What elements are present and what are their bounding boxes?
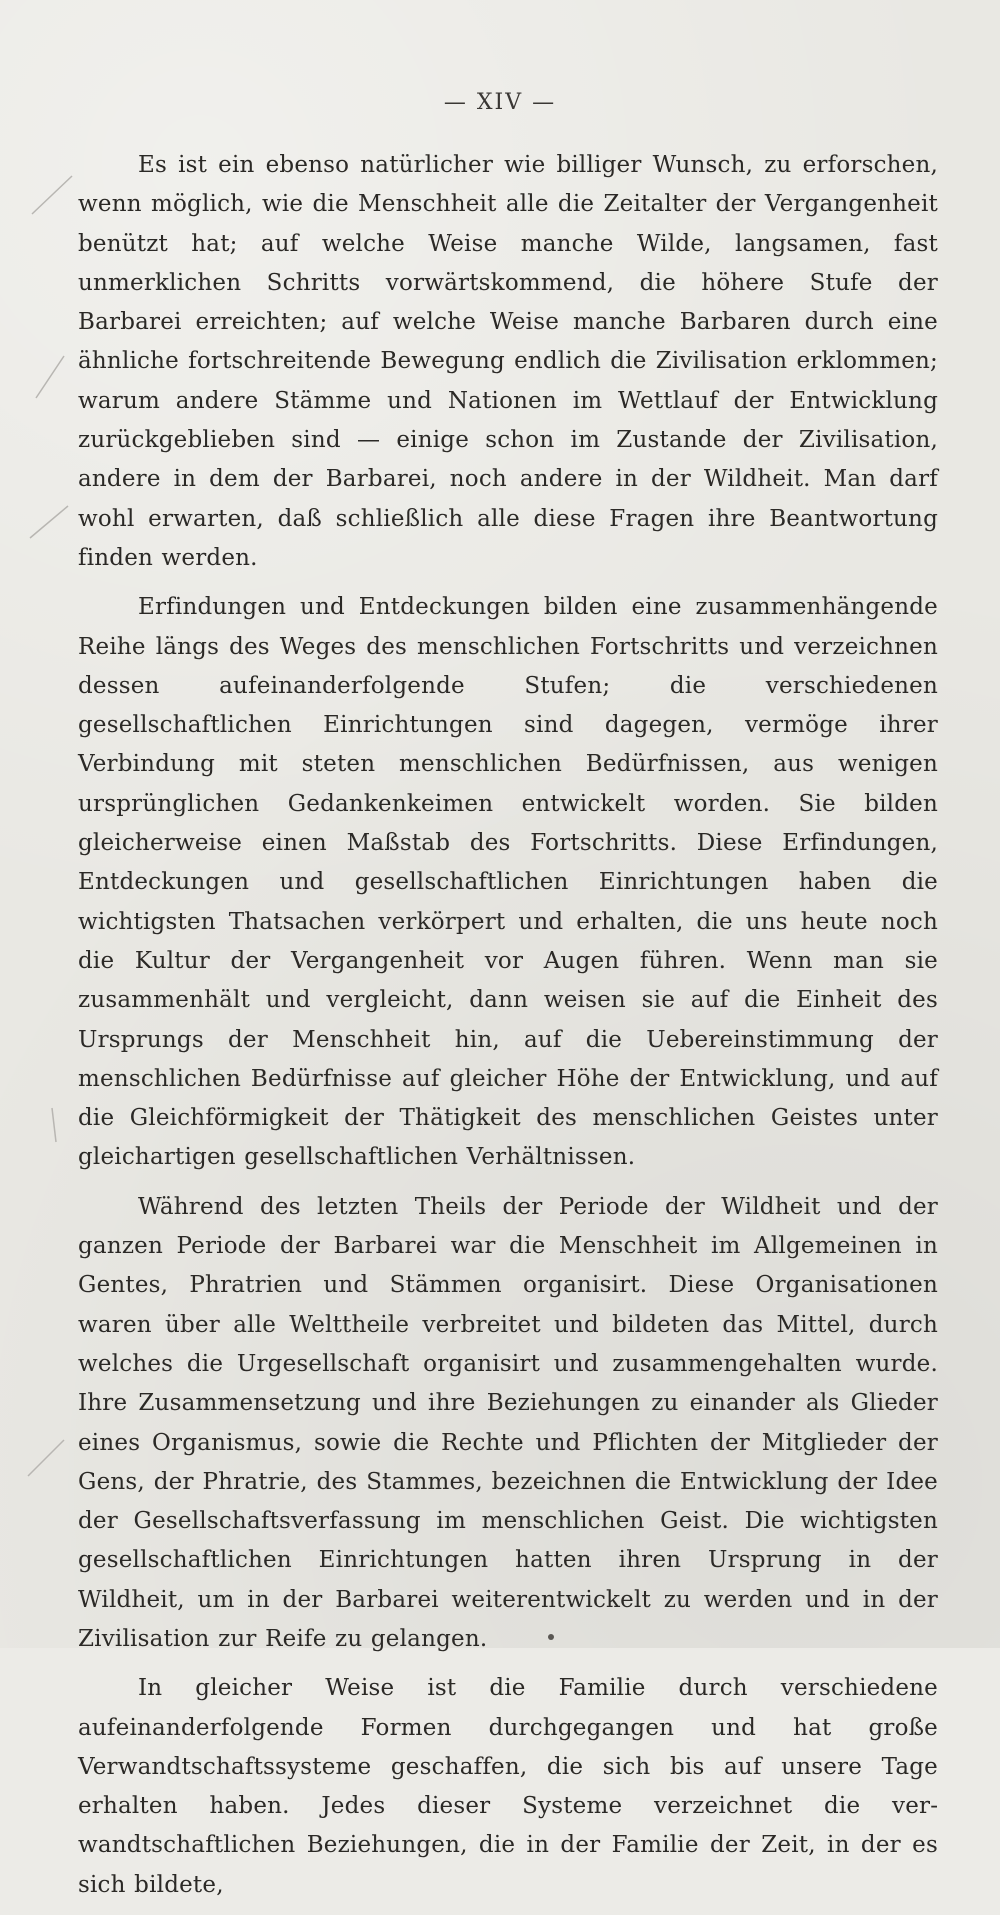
margin-mark-2 <box>36 356 64 398</box>
margin-mark-1 <box>32 176 72 214</box>
margin-mark-4 <box>52 1108 56 1142</box>
bottom-ink-dot <box>548 1634 554 1640</box>
paragraph-2: Erfindungen und Entdeckungen bilden eine zusammenhängende Reihe längs des Weges des menschlichen Fortschritts und verzeichnen dessen aufeinanderfolgende Stufen; die verschiedenen gesellschaftlichen Einrichtungen sind dagegen, vermöge ihrer Verbindung mit steten menschlichen Bedürfnissen, aus wenigen ursprünglichen Gedankenkeimen entwickelt worden. Sie bilden gleicherweise einen Maßstab des Fortschritts. Diese Erfindungen, Entdeckungen und gesellschaftlichen Einrichtungen haben die wichtigsten Thatsachen verkörpert und erhalten, die uns heute noch die Kultur der Vergangenheit vor Augen führen. Wenn man sie zusammenhält und vergleicht, dann weisen sie auf die Einheit des Ursprungs der Menschheit hin, auf die Uebereinstimmung der menschlichen Bedürfnisse auf gleicher Höhe der Entwicklung, und auf die Gleichförmigkeit der Thätigkeit des menschlichen Geistes unter gleichartigen gesellschaftlichen Verhältnissen. <box>78 594 938 1171</box>
body-text <box>78 146 938 1915</box>
margin-mark-3 <box>30 506 68 538</box>
paragraph-3: Während des letzten Theils der Periode der Wildheit und der ganzen Periode der Barbarei war die Menschheit im Allgemeinen in Gentes, Phratrien und Stämmen organisirt. Diese Organisationen waren über alle Welttheile verbreitet und bildeten das Mittel, durch welches die Urgesellschaft organisirt und zusammengehalten wurde. Ihre Zusammensetzung und ihre Beziehungen zu einander als Glieder eines Organismus, sowie die Rechte und Pflichten der Mitglieder der Gens, der Phratrie, des Stammes, bezeichnen die Entwicklung der Idee der Gesellschaftsverfassung im menschlichen Geist. Die wichtigsten gesellschaftlichen Einrichtungen hatten ihren Ursprung in der Wildheit, um in der Barbarei weiterentwickelt zu werden und in der Zivilisation zur Reife zu gelangen. <box>78 1193 938 1652</box>
paragraph-4: In gleicher Weise ist die Familie durch verschiedene aufeinanderfolgende Formen durchgegangen und hat große Verwandtschaftssysteme geschaffen, die sich bis auf unsere Tage erhalten haben. Jedes dieser Systeme verzeichnet die verwandtschaftlichen Beziehungen, die in der Familie der Zeit, in der es sich bildete, <box>78 1675 938 1898</box>
page-header: — XIV — <box>443 90 557 115</box>
margin-mark-5 <box>28 1440 64 1476</box>
paragraph-1: Es ist ein ebenso natürlicher wie billiger Wunsch, zu erforschen, wenn möglich, wie die Menschheit alle die Zeitalter der Vergangenheit benützt hat; auf welche Weise manche Wilde, langsamen, fast unmerklichen Schritts vorwärtskommend, die höhere Stufe der Barbarei erreichten; auf welche Weise manche Barbaren durch eine ähnliche fortschreitende Bewegung endlich die Zivilisation erklommen; warum andere Stämme und Nationen im Wettlauf der Entwicklung zurückgeblieben sind — einige schon im Zustande der Zivilisation, andere in dem der Barbarei, noch andere in der Wildheit. Man darf wohl erwarten, daß schließlich alle diese Fragen ihre Beantwortung finden werden. <box>78 152 938 571</box>
